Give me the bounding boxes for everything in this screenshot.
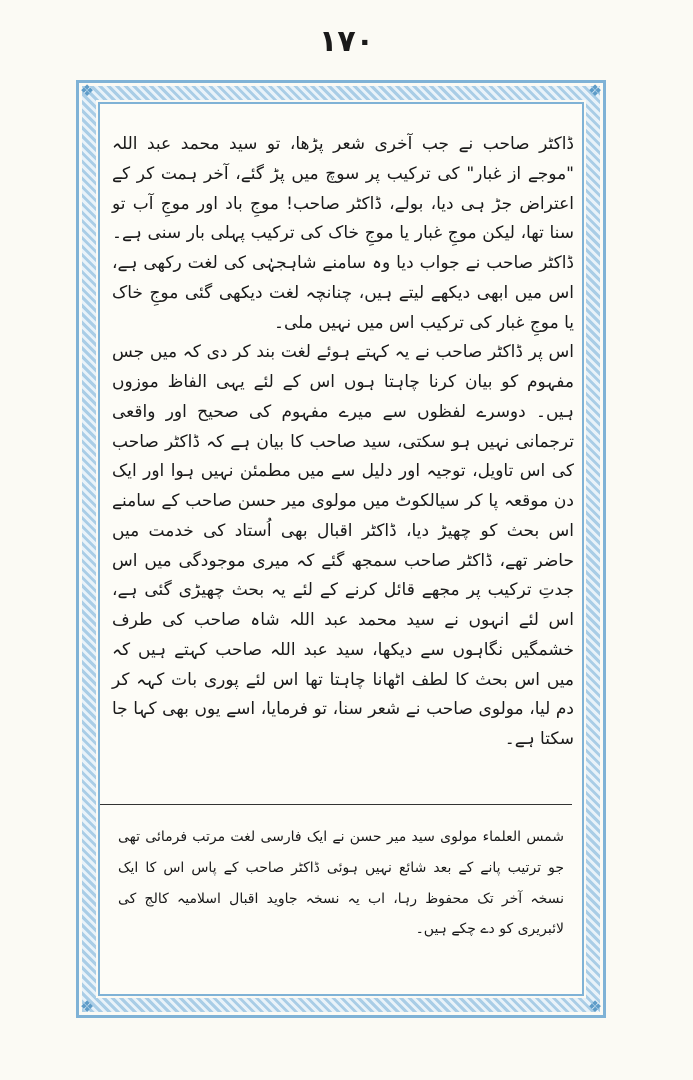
- page-number: ۱۷۰: [319, 24, 374, 59]
- paragraph: اس پر ڈاکٹر صاحب نے یہ کہتے ہوئے لغت بند کر دی کہ میں جس مفہوم کو بیان کرنا چاہتا ہوں اس کے لئے یہی الفاظ موزوں ہیں۔ دوسرے لفظوں سے میرے مفہوم کی صحیح اور واقعی ترجمانی نہیں ہو سکتی، سید صاحب کا بیان ہے کہ ڈاکٹر صاحب کی اس تاویل، توجیہ اور دلیل سے میں مطمئن نہیں ہوا اور ایک دن موقعہ پا کر سیالکوٹ میں مولوی میر حسن صاحب کے سامنے اس بحث کو چھیڑ دیا، ڈاکٹر اقبال بھی اُستاد کی خدمت میں حاضر تھے، ڈاکٹر صاحب سمجھ گئے کہ میری موجودگی میں اس جدتِ ترکیب پر مجھے قائل کرنے کے لئے یہ بحث چھیڑی گئی ہے، اس لئے انہوں نے سید محمد عبد اللہ شاہ صاحب کی طرف خشمگیں نگاہوں سے دیکھا، سید عبد اللہ صاحب کہتے ہیں کہ میں اس بحث کا لطف اٹھانا چاہتا تھا اس لئے پوری بات کہہ کر دم لیا، مولوی صاحب نے شعر سنا، تو فرمایا، اسے یوں بھی کہا جا سکتا ہے۔: [112, 342, 574, 749]
- footnote: شمس العلماء مولوی سید میر حسن نے ایک فارسی لغت مرتب فرمائی تھی جو ترتیب پانے کے بعد شائع نہیں ہوئی ڈاکٹر صاحب کے پاس اس کا ایک نسخہ آخر تک محفوظ رہا، اب یہ نسخہ جاوید اقبال اسلامیہ کالج کی لائبریری کو دے چکے ہیں۔: [118, 829, 564, 938]
- corner-ornament-icon: ❖: [79, 81, 95, 100]
- paragraph: ڈاکٹر صاحب نے جب آخری شعر پڑھا، تو سید محمد عبد اللہ "موجے از غبار" کی ترکیب پر سوچ میں پڑ گئے، آخر ہمت کر کے اعتراض جڑ ہی دیا، بولے، ڈاکٹر صاحب! موجِ باد اور موجِ آب تو سنا تھا، لیکن موجِ غبار یا موجِ خاک کی ترکیب پہلی بار سنی ہے۔ ڈاکٹر صاحب نے جواب دیا وہ سامنے شاہجہٰی کی لغت رکھی ہے، اس میں ابھی دیکھے لیتے ہیں، چنانچہ لغت دیکھی گئی موجِ خاک یا موجِ غبار کی ترکیب اس میں نہیں ملی۔: [112, 134, 574, 333]
- corner-ornament-icon: ❖: [587, 997, 603, 1016]
- corner-ornament-icon: ❖: [79, 997, 95, 1016]
- footnote-divider: [100, 804, 572, 805]
- corner-ornament-icon: ❖: [587, 81, 603, 100]
- main-text: [112, 130, 574, 755]
